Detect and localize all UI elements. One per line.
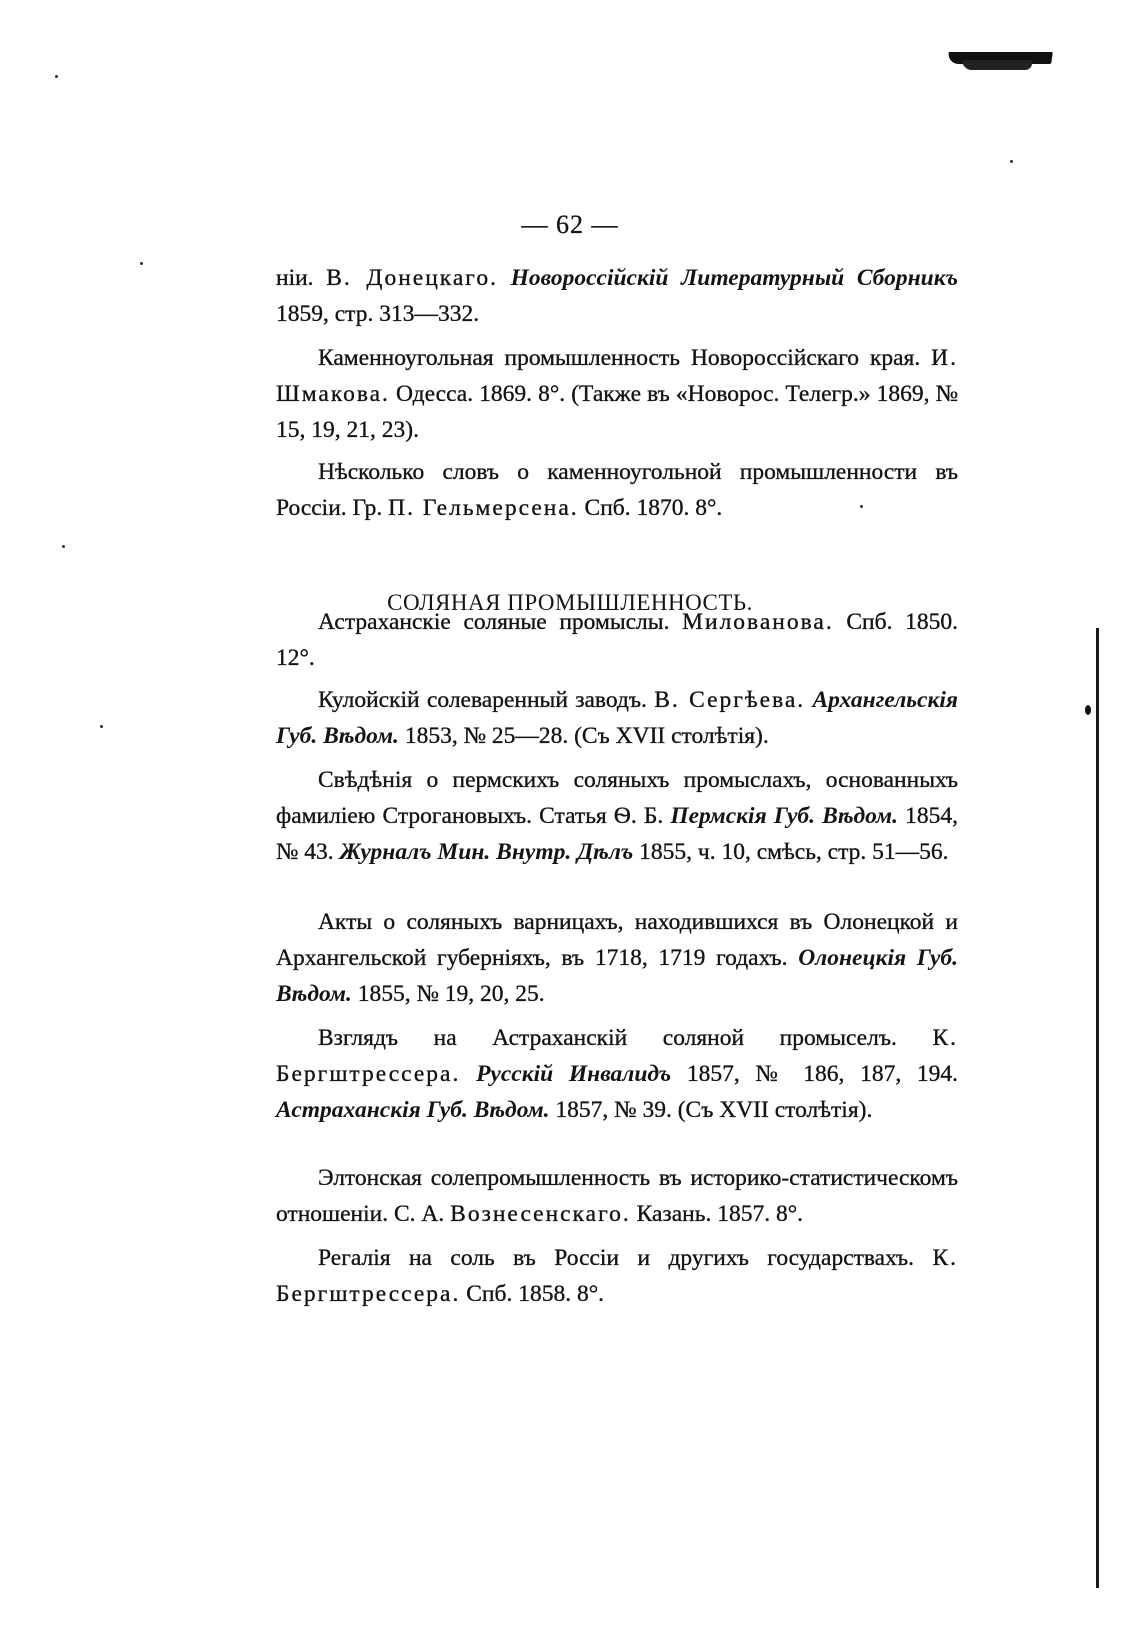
speck (1010, 160, 1013, 163)
entry-text: Акты о соляныхъ варницахъ, находившихся въ Олонецкой и Архангельской губерніяхъ, въ 1718, 1719 годахъ. (276, 909, 958, 971)
ink-blot-shadow (962, 60, 1032, 70)
entry-text: Казань. 1857. 8°. (630, 1201, 803, 1227)
entry-text (805, 687, 812, 713)
entry-text: Спб. 1858. 8°. (460, 1281, 604, 1307)
entry-text: 1857, № 186, 187, 194. (671, 1061, 959, 1087)
entry-sergeev (276, 682, 958, 754)
entry-bergstresser-1 (276, 1020, 958, 1128)
page-number: — 62 — (521, 210, 619, 239)
entry-text: Нѣсколько словъ о каменноугольной промышленности въ Россіи. Гр. (276, 459, 958, 521)
scan-edge-line (1096, 628, 1099, 1588)
entry-author: В. Сергѣева. (654, 687, 806, 713)
entry-helmersen (276, 454, 958, 526)
entry-text: Взглядъ на Астраханскій соляной промыселъ. (318, 1025, 933, 1051)
entry-author: К. Бергштрессера. (276, 1245, 958, 1307)
entry-author: В. Донецкаго. (326, 265, 498, 291)
speck (140, 262, 143, 265)
entry-author: П. Гельмерсена. (388, 495, 579, 521)
entry-text: 1853, № 25—28. (Съ XVII столѣтія). (398, 723, 769, 749)
entry-author: К. Бергштрессера. (276, 1025, 958, 1087)
entry-text: 1854, № 43. (276, 803, 959, 865)
entry-title: Журналъ Мин. Внутр. Дѣлъ (339, 839, 634, 865)
speck (62, 545, 65, 548)
entry-text: Спб. 1850. 12°. (276, 609, 958, 671)
entry-text (498, 265, 511, 291)
entry-author: Вознесенскаго. (450, 1201, 631, 1227)
entry-akty (276, 904, 958, 1012)
entry-stroganov (276, 762, 958, 870)
entry-text: Спб. 1870. 8°. (578, 495, 723, 521)
entry-bergstresser-2 (276, 1240, 958, 1312)
speck (55, 75, 58, 78)
entry-text: Регалія на соль въ Россіи и другихъ государствахъ. (318, 1245, 933, 1271)
section-heading: СОЛЯНАЯ ПРОМЫШЛЕННОСТЬ. (387, 590, 753, 615)
entry-text: Элтонская солепромышленность въ историко-статистическомъ отношеніи. С. А. (276, 1165, 958, 1227)
entry-title: Новороссійскій Литературный Сборникъ (510, 265, 959, 291)
entry-title: Олонецкія Губ. Вѣдом. (276, 945, 958, 1007)
entry-title: Архангельскія Губ. Вѣдом. (276, 687, 958, 749)
entry-author: Милованова. (682, 609, 834, 635)
speck (100, 725, 103, 728)
entry-text: Астраханскіе соляные промыслы. (318, 609, 683, 635)
entry-text: ніи. (276, 265, 327, 291)
entry-donetsky (276, 260, 958, 332)
entry-text: 1855, ч. 10, смѣсь, стр. 51—56. (633, 839, 949, 865)
entry-text: Одесса. 1869. 8°. (Также въ «Новорос. Телегр.» 1869, № 15, 19, 21, 23). (276, 381, 958, 443)
entry-title: Астраханскія Губ. Вѣдом. (276, 1097, 550, 1123)
entry-text: Свѣдѣнія о пермскихъ соляныхъ промыслахъ, основанныхъ фамиліею Строгановыхъ. Статья Ѳ. Б. (276, 767, 958, 829)
entry-text (460, 1061, 476, 1087)
entry-text: 1857, № 39. (Съ XVII столѣтія). (549, 1097, 873, 1123)
entry-text: Кулойскій солеваренный заводъ. (318, 687, 655, 713)
entry-voznesensky (276, 1160, 958, 1232)
entry-author: И. Шмакова. (276, 345, 958, 407)
entry-title: Пермскія Губ. Вѣдом. (670, 803, 898, 829)
entry-text: 1859, стр. 313—332. (276, 301, 480, 327)
ink-dot (1085, 705, 1091, 715)
entry-text: Каменноугольная промышленность Новороссійскаго края. (318, 345, 932, 371)
entry-milovanov (276, 604, 958, 676)
entry-title: Русскій Инвалидъ (476, 1061, 672, 1087)
entry-shmakov (276, 340, 958, 448)
entry-text: 1855, № 19, 20, 25. (351, 981, 545, 1007)
